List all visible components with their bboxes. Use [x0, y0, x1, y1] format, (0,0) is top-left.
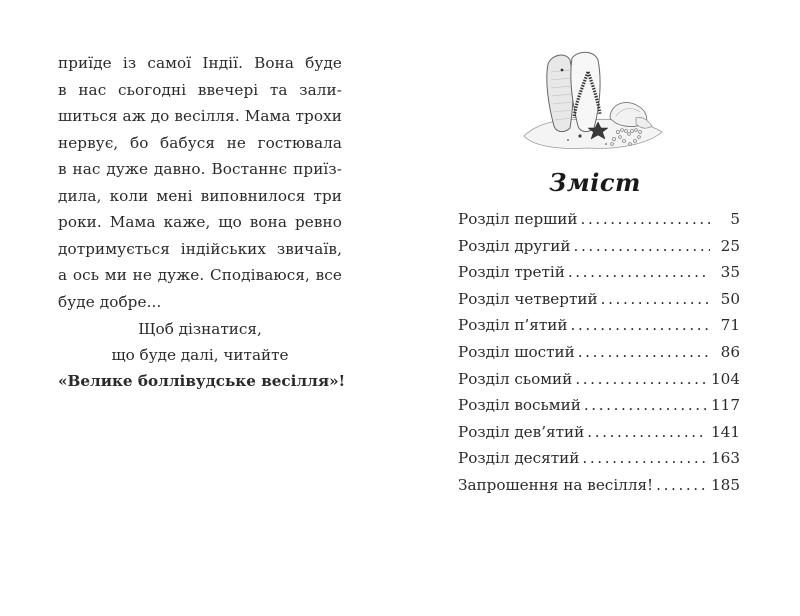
toc-entry-title: Розділ сьомий	[458, 369, 573, 388]
toc-dot-leader	[575, 370, 707, 388]
left-page	[58, 50, 342, 315]
toc-dot-leader	[601, 290, 710, 308]
toc-entry-title: Розділ третій	[458, 263, 565, 282]
toc-entry-title: Розділ п’ятий	[458, 316, 568, 335]
toc-entry[interactable]	[458, 263, 740, 290]
toc-entry-title: Розділ десятий	[458, 449, 580, 468]
toc-entry[interactable]	[458, 210, 740, 237]
toc-entry-page: 71	[720, 316, 740, 335]
toc-entry[interactable]	[458, 316, 740, 343]
paragraph-line: в нас сьогодні ввечері та зали-	[58, 80, 342, 99]
story-paragraph	[58, 50, 342, 315]
toc-dot-leader	[582, 449, 707, 467]
toc-entry-title: Розділ четвертий	[458, 289, 598, 308]
toc-entry-page: 141	[711, 422, 740, 441]
table-of-contents	[458, 210, 740, 503]
paragraph-line: буде добре...	[58, 292, 162, 311]
paragraph-line: а ось ми не дуже. Сподіваюся, все	[58, 266, 342, 284]
toc-entry[interactable]	[458, 370, 740, 397]
toc-dot-leader	[587, 423, 707, 441]
toc-entry-page: 104	[711, 369, 740, 388]
next-book-teaser	[58, 316, 346, 394]
toc-dot-leader	[656, 476, 707, 494]
toc-entry-title: Розділ перший	[458, 210, 578, 228]
toc-entry[interactable]	[458, 290, 740, 317]
toc-entry-page: 163	[711, 449, 740, 468]
toc-dot-leader	[578, 343, 710, 361]
toc-dot-leader	[568, 263, 710, 281]
toc-entry[interactable]	[458, 237, 740, 264]
toc-entry-page: 86	[720, 342, 740, 361]
toc-entry-page: 5	[730, 210, 740, 228]
paragraph-line: дотримується індійських звичаїв,	[58, 239, 342, 258]
toc-heading: Зміст	[549, 168, 641, 197]
toc-entry-page: 185	[711, 475, 740, 494]
toc-entry-page: 50	[720, 289, 740, 308]
toc-dot-leader	[571, 316, 710, 334]
teaser-line: Щоб дізнатися,	[138, 320, 262, 338]
paragraph-line: в нас дуже давно. Востаннє приїз-	[58, 160, 342, 178]
toc-entry-title: Розділ другий	[458, 236, 571, 255]
paragraph-line: нервує, бо бабуся не гостювала	[58, 133, 342, 152]
toc-entry-title: Розділ шостий	[458, 342, 575, 361]
toc-dot-leader	[584, 396, 707, 414]
paragraph-line: приїде із самої Індії. Вона буде	[58, 54, 342, 72]
toc-entry[interactable]	[458, 396, 740, 423]
toc-dot-leader	[574, 237, 710, 255]
toc-entry[interactable]	[458, 343, 740, 370]
flip-flops-illustration-icon	[518, 44, 666, 156]
toc-entry[interactable]	[458, 423, 740, 450]
paragraph-line: роки. Мама каже, що вона ревно	[58, 213, 342, 231]
toc-entry-title: Розділ дев’ятий	[458, 422, 585, 441]
toc-dot-leader	[581, 210, 710, 228]
toc-entry[interactable]	[458, 476, 740, 503]
toc-entry-page: 25	[720, 236, 740, 255]
toc-entry-title: Запрошення на весілля!	[458, 475, 654, 494]
toc-entry[interactable]	[458, 449, 740, 476]
paragraph-line: шиться аж до весілля. Мама трохи	[58, 107, 342, 125]
next-book-title: «Велике боллівудське весілля»!	[58, 372, 346, 390]
teaser-line: що буде далі, читайте	[111, 346, 289, 364]
paragraph-line: дила, коли мені виповнилося три	[58, 186, 342, 205]
toc-entry-page: 117	[711, 396, 740, 415]
toc-entry-title: Розділ восьмий	[458, 396, 581, 415]
toc-entry-page: 35	[720, 263, 740, 282]
